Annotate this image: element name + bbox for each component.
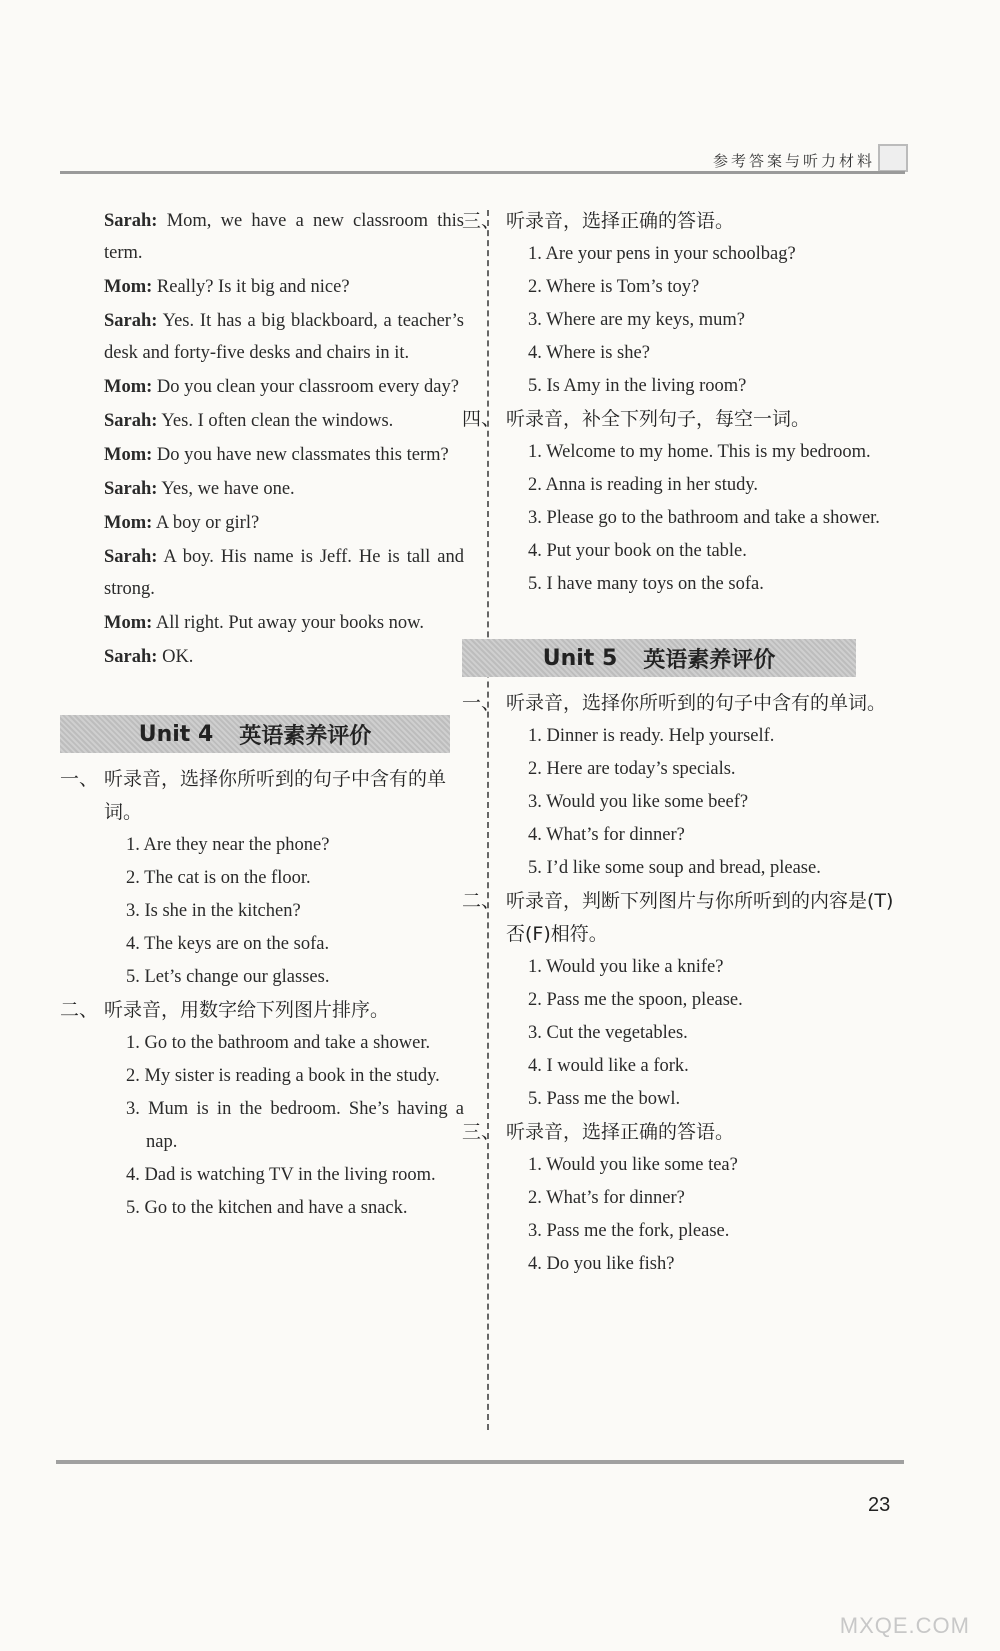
list-item: 1. Would you like some tea? (528, 1155, 738, 1175)
section-heading: 一、 听录音，选择你所听到的句子中含有的单词。 (462, 692, 887, 714)
dialogue-line: Sarah: Yes. I often clean the windows. (104, 411, 394, 431)
left-column (60, 205, 465, 1225)
section-heading: 二、 听录音，判断下列图片与你所听到的内容是(T)否(F)相符。 (462, 890, 894, 945)
list-item: 3. Please go to the bathroom and take a shower. (528, 508, 880, 528)
footer-rule (56, 1460, 904, 1464)
section-heading: 二、 听录音，用数字给下列图片排序。 (60, 999, 390, 1021)
header-decoration-icon (878, 144, 908, 172)
list-item: 1. Are your pens in your schoolbag? (528, 244, 796, 264)
list-item: 4. Where is she? (528, 343, 650, 363)
list-item: 2. My sister is reading a book in the study. (126, 1066, 440, 1086)
section-heading: 一、 听录音，选择你所听到的句子中含有的单词。 (60, 768, 447, 823)
list-item: 3. Pass me the fork, please. (528, 1221, 730, 1241)
dialogue-line: Mom: Do you have new classmates this term? (104, 445, 449, 465)
list-item: 4. Put your book on the table. (528, 541, 747, 561)
header-rule (60, 171, 905, 174)
list-item: 2. The cat is on the floor. (126, 868, 311, 888)
list-item: 1. Are they near the phone? (126, 835, 330, 855)
unit4-banner (60, 715, 450, 753)
list-item: 4. Do you like fish? (528, 1254, 675, 1274)
list-item: 2. What’s for dinner? (528, 1188, 685, 1208)
dialogue (104, 205, 464, 673)
list-item: 3. Would you like some beef? (528, 792, 749, 812)
list-item: 5. Let’s change our glasses. (126, 967, 330, 987)
dialogue-line: Mom: Really? Is it big and nice? (104, 277, 350, 297)
section-heading: 四、 听录音，补全下列句子，每空一词。 (462, 408, 811, 430)
list-item: 3. Where are my keys, mum? (528, 310, 745, 330)
section-heading: 三、 听录音，选择正确的答语。 (462, 210, 735, 232)
header-title: 参考答案与听力材料 (712, 152, 875, 170)
list-item: 4. I would like a fork. (528, 1056, 689, 1076)
dialogue-line: Sarah: A boy. His name is Jeff. He is tall and strong. (104, 547, 465, 599)
right-column (462, 205, 910, 1281)
list-item: 1. Dinner is ready. Help yourself. (528, 726, 775, 746)
list-item: 1. Go to the bathroom and take a shower. (126, 1033, 431, 1053)
unit4-label: Unit 4 (138, 721, 214, 747)
list-item: 1. Would you like a knife? (528, 957, 724, 977)
list-item: 4. The keys are on the sofa. (126, 934, 330, 954)
list-item: 5. Pass me the bowl. (528, 1089, 681, 1109)
dialogue-line: Sarah: OK. (104, 647, 194, 667)
list-item: 1. Welcome to my home. This is my bedroom. (528, 442, 871, 462)
list-item: 4. Dad is watching TV in the living room. (126, 1165, 436, 1185)
list-item: 5. I’d like some soup and bread, please. (528, 858, 821, 878)
list-item: 4. What’s for dinner? (528, 825, 685, 845)
list-item: 5. Go to the kitchen and have a snack. (126, 1198, 408, 1218)
dialogue-line: Sarah: Yes. It has a big blackboard, a teacher’s desk and forty-five desks and chairs in it. (104, 311, 464, 363)
list-item: 5. Is Amy in the living room? (528, 376, 747, 396)
unit5-title: 英语素养评价 (643, 647, 776, 673)
watermark: MXQE.COM (839, 1613, 970, 1638)
list-item: 3. Cut the vegetables. (528, 1023, 688, 1043)
column-divider (487, 210, 489, 1430)
page-number: 23 (868, 1494, 891, 1516)
dialogue-line: Sarah: Mom, we have a new classroom this term. (104, 211, 465, 263)
dialogue-line: Mom: Do you clean your classroom every day? (104, 377, 459, 397)
list-item: 2. Where is Tom’s toy? (528, 277, 700, 297)
list-item: 3. Mum is in the bedroom. She’s having a nap. (126, 1099, 464, 1152)
list-item: 5. I have many toys on the sofa. (528, 574, 764, 594)
dialogue-line: Mom: All right. Put away your books now. (104, 613, 424, 633)
list-item: 2. Pass me the spoon, please. (528, 990, 743, 1010)
list-item: 2. Anna is reading in her study. (528, 475, 759, 495)
unit5-label: Unit 5 (542, 645, 618, 671)
list-item: 3. Is she in the kitchen? (126, 901, 301, 921)
unit4-title: 英语素养评价 (239, 723, 372, 749)
dialogue-line: Mom: A boy or girl? (104, 513, 260, 533)
list-item: 2. Here are today’s specials. (528, 759, 736, 779)
unit5-banner (462, 639, 856, 677)
dialogue-line: Sarah: Yes, we have one. (104, 479, 295, 499)
section-heading: 三、 听录音，选择正确的答语。 (462, 1121, 735, 1143)
